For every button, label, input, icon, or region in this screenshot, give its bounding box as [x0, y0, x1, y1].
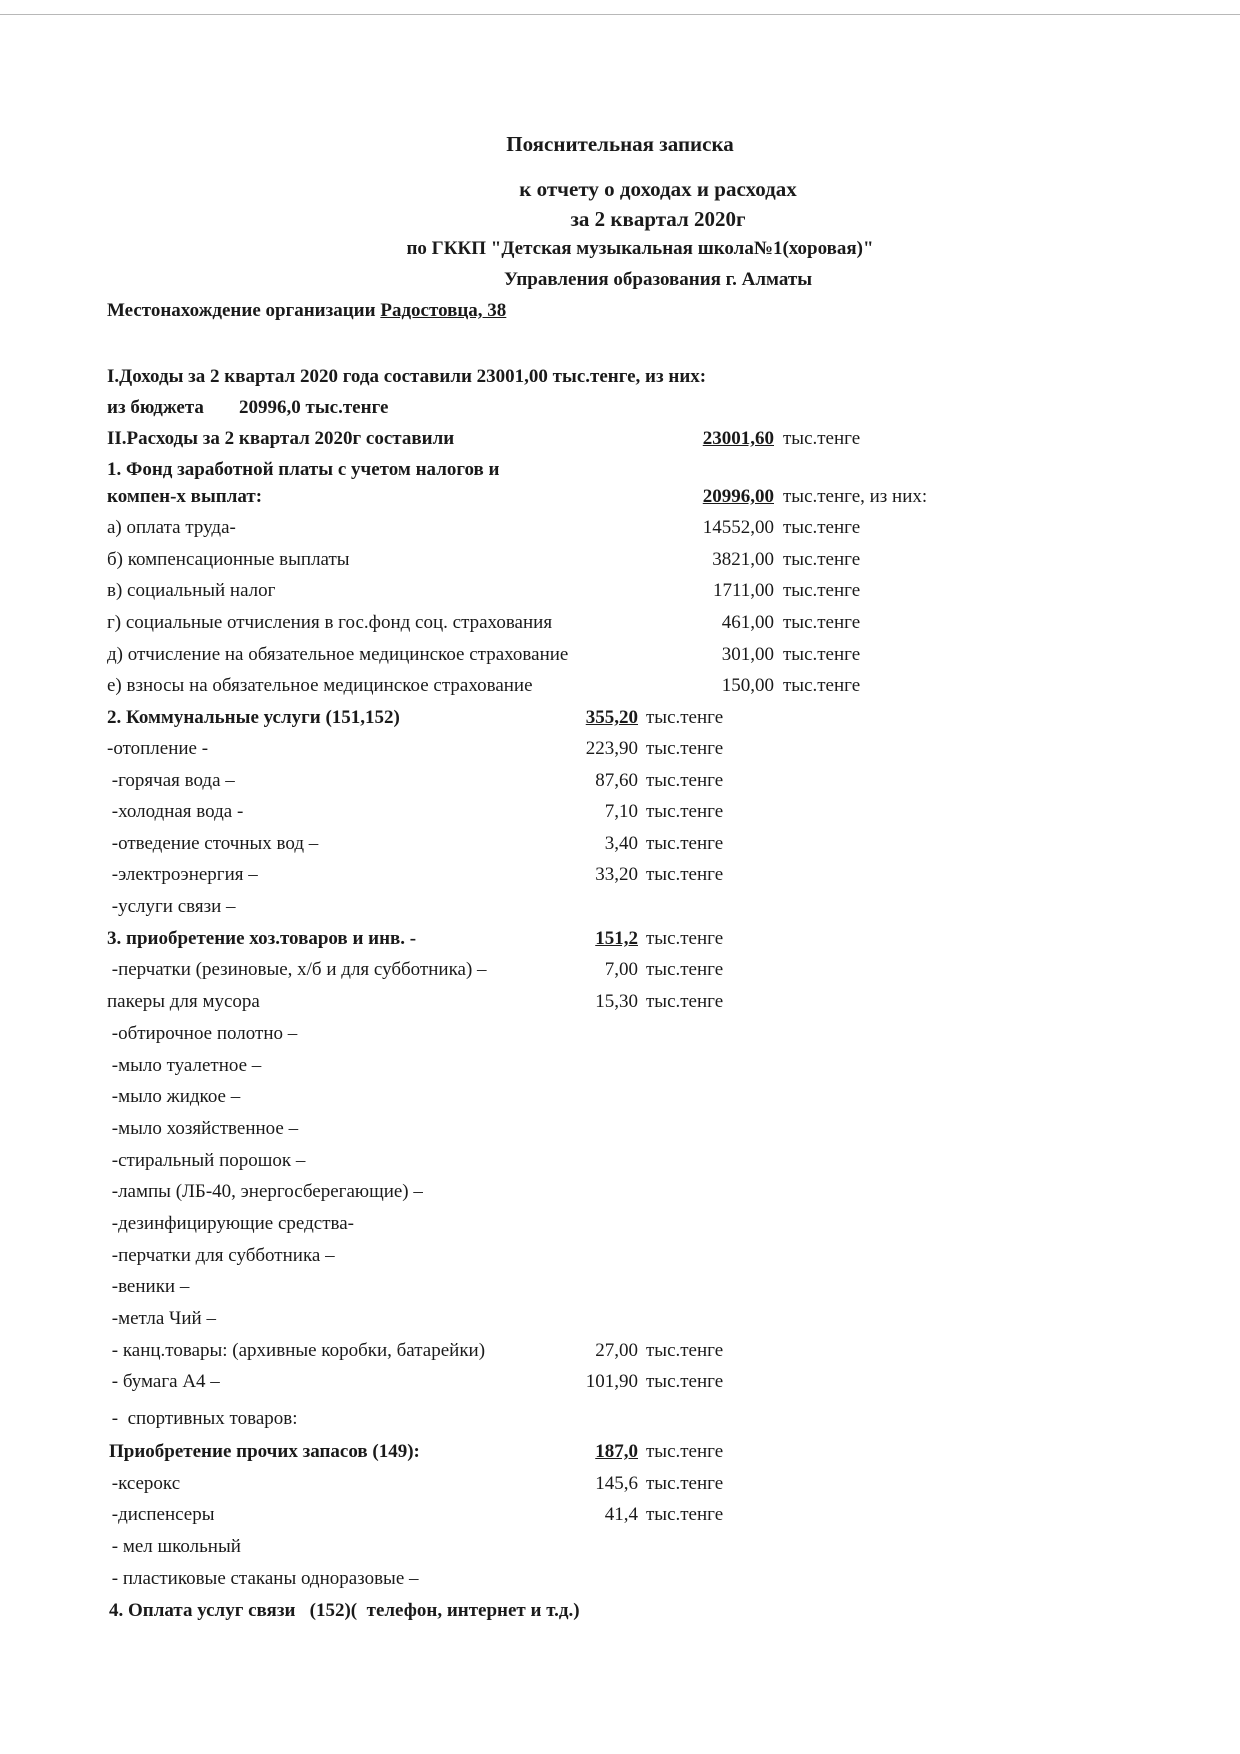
item-label: -диспенсеры: [107, 1504, 215, 1525]
item-unit: тыс.тенге: [646, 959, 724, 980]
income-line: I.Доходы за 2 квартал 2020 года составили 23001,00 тыс.тенге, из них:: [107, 366, 707, 387]
item-label: - мел школьный: [107, 1536, 241, 1557]
item-unit: тыс.тенге: [783, 549, 861, 570]
item-value: 14552,00: [702, 517, 774, 538]
item-label: -веники –: [107, 1276, 190, 1297]
item-unit: тыс.тенге: [646, 801, 724, 822]
location-value: Радостовца, 38: [380, 300, 507, 321]
item-label: - пластиковые стаканы одноразовые –: [107, 1568, 419, 1589]
expenses-unit: тыс.тенге: [783, 428, 861, 449]
document-subtitle-period: за 2 квартал 2020г: [570, 207, 746, 231]
utilities-value: 355,20: [585, 707, 638, 728]
item-value: 3821,00: [712, 549, 774, 570]
scan-top-edge: [0, 14, 1240, 15]
item-value: 33,20: [595, 864, 638, 885]
item-label: -услуги связи –: [107, 896, 236, 917]
item-unit: тыс.тенге: [646, 1504, 724, 1525]
item-unit: тыс.тенге: [646, 738, 724, 759]
item-label: г) социальные отчисления в гос.фонд соц. страхования: [107, 612, 553, 633]
item-unit: тыс.тенге: [646, 1473, 724, 1494]
item-unit: тыс.тенге: [646, 864, 724, 885]
item-label: -перчатки для субботника –: [107, 1245, 335, 1266]
item-unit: тыс.тенге: [646, 1340, 724, 1361]
location-label: Местонахождение организации: [107, 300, 376, 321]
item-unit: тыс.тенге: [783, 517, 861, 538]
item-value: 145,6: [595, 1473, 638, 1494]
item-label: -отопление -: [107, 738, 209, 759]
item-label: в) социальный налог: [107, 580, 276, 601]
item-value: 101,90: [585, 1371, 638, 1392]
expenses-label: II.Расходы за 2 квартал 2020г составили: [107, 428, 455, 449]
item-unit: тыс.тенге: [646, 1371, 724, 1392]
item-value: 461,00: [721, 612, 774, 633]
item-label: -ксерокс: [107, 1473, 181, 1494]
item-label: - канц.товары: (архивные коробки, батарейки): [107, 1340, 486, 1361]
item-value: 1711,00: [712, 580, 774, 601]
item-label: -лампы (ЛБ-40, энергосберегающие) –: [107, 1181, 423, 1202]
income-budget-label: из бюджета: [107, 397, 204, 418]
household-value: 151,2: [595, 928, 638, 949]
item-value: 15,30: [595, 991, 638, 1012]
item-label: а) оплата труда-: [107, 517, 236, 538]
item-label: -электроэнергия –: [107, 864, 258, 885]
item-label: -горячая вода –: [107, 770, 235, 791]
item-label: -стиральный порошок –: [107, 1150, 306, 1171]
document-subtitle-organization: по ГККП "Детская музыкальная школа№1(хоровая)": [406, 238, 874, 259]
other-stock-value: 187,0: [595, 1441, 638, 1462]
item-label: - бумага А4 –: [107, 1371, 220, 1392]
item-label: -перчатки (резиновые, х/б и для субботника) –: [107, 959, 487, 980]
other-stock-unit: тыс.тенге: [646, 1441, 724, 1462]
other-stock-label: Приобретение прочих запасов (149):: [109, 1441, 420, 1462]
item-label: -мыло жидкое –: [107, 1086, 241, 1107]
item-value: 301,00: [721, 644, 774, 665]
payroll-label-line2: компен-х выплат:: [107, 486, 263, 507]
expenses-value: 23001,60: [702, 428, 774, 449]
item-value: 3,40: [604, 833, 638, 854]
item-label: -отведение сточных вод –: [107, 833, 319, 854]
item-label: б) компенсационные выплаты: [107, 549, 350, 570]
item-label: -метла Чий –: [107, 1308, 216, 1329]
item-unit: тыс.тенге: [646, 833, 724, 854]
item-label: -мыло хозяйственное –: [107, 1118, 299, 1139]
item-unit: тыс.тенге: [783, 580, 861, 601]
item-unit: тыс.тенге: [646, 991, 724, 1012]
item-unit: тыс.тенге: [783, 644, 861, 665]
item-label: - спортивных товаров:: [107, 1408, 298, 1429]
item-label: -обтирочное полотно –: [107, 1023, 298, 1044]
document-subtitle-report: к отчету о доходах и расходах: [519, 177, 797, 201]
item-unit: тыс.тенге: [783, 612, 861, 633]
item-label: -холодная вода -: [107, 801, 244, 822]
item-value: 7,10: [604, 801, 638, 822]
location-line: [107, 300, 506, 322]
item-value: 27,00: [595, 1340, 638, 1361]
item-label: пакеры для мусора: [107, 991, 260, 1012]
item-label: -мыло туалетное –: [107, 1055, 262, 1076]
payroll-value: 20996,00: [702, 486, 774, 507]
payroll-unit: тыс.тенге, из них:: [783, 486, 928, 507]
item-value: 223,90: [585, 738, 638, 759]
item-unit: тыс.тенге: [646, 770, 724, 791]
household-unit: тыс.тенге: [646, 928, 724, 949]
item-value: 87,60: [595, 770, 638, 791]
item-label: -дезинфицирующие средства-: [107, 1213, 354, 1234]
item-label: д) отчисление на обязательное медицинское страхование: [107, 644, 569, 665]
utilities-unit: тыс.тенге: [646, 707, 724, 728]
item-value: 41,4: [604, 1504, 638, 1525]
document-subtitle-department: Управления образования г. Алматы: [503, 269, 813, 290]
household-label: 3. приобретение хоз.товаров и инв. -: [107, 928, 417, 949]
item-value: 7,00: [604, 959, 638, 980]
item-value: 150,00: [721, 675, 774, 696]
document-title: Пояснительная записка: [506, 132, 734, 156]
item-unit: тыс.тенге: [783, 675, 861, 696]
communication-label: 4. Оплата услуг связи (152)( телефон, интернет и т.д.): [109, 1600, 580, 1621]
utilities-label: 2. Коммунальные услуги (151,152): [107, 707, 400, 728]
item-label: е) взносы на обязательное медицинское страхование: [107, 675, 533, 696]
income-budget-value: 20996,0 тыс.тенге: [239, 397, 389, 418]
payroll-label-line1: 1. Фонд заработной платы с учетом налогов и: [107, 459, 500, 480]
